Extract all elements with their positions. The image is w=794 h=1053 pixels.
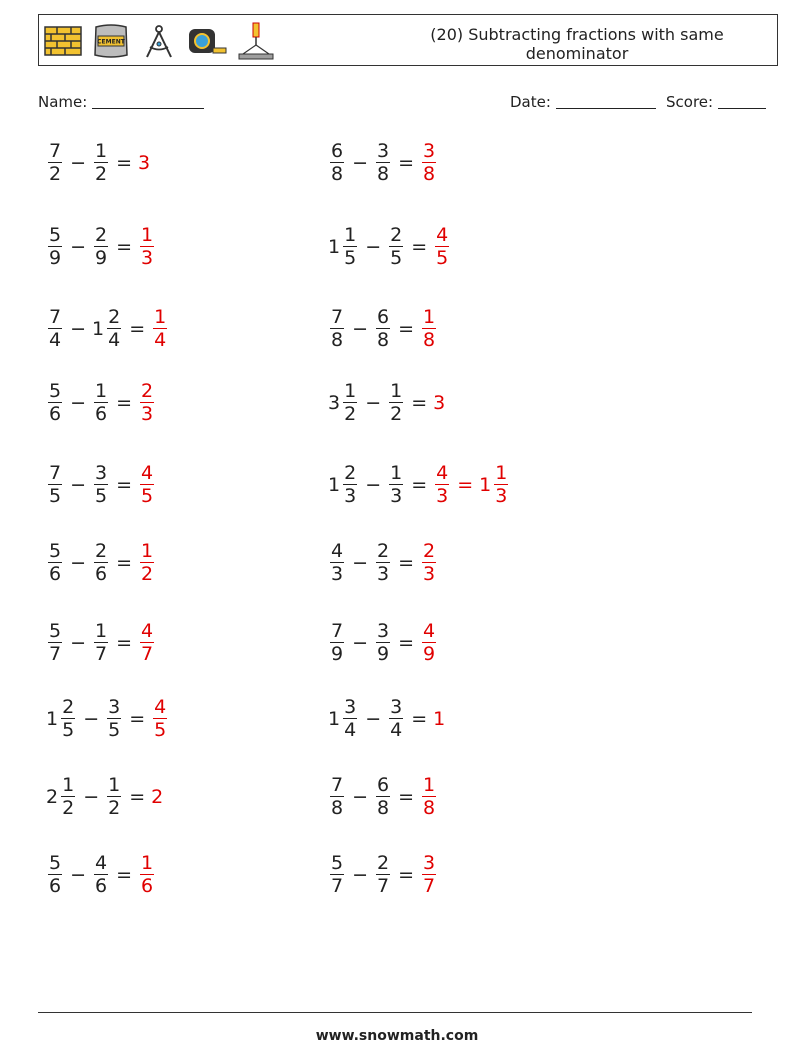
numerator: 1 — [154, 306, 167, 328]
denominator: 5 — [95, 485, 108, 507]
fraction — [376, 774, 390, 819]
fraction — [435, 224, 449, 269]
problem-9 — [46, 774, 164, 819]
brick-wall-icon — [43, 21, 83, 61]
numerator: 1 — [141, 540, 154, 562]
fraction — [107, 696, 121, 741]
numerator: 1 — [495, 462, 508, 484]
fraction — [422, 774, 436, 819]
problem-13 — [328, 306, 438, 351]
equals-sign: = — [116, 391, 133, 414]
denominator: 2 — [141, 563, 154, 585]
minus-sign: − — [83, 707, 100, 730]
numerator: 2 — [390, 224, 403, 246]
cement-bag-icon — [91, 21, 131, 61]
denominator: 6 — [49, 563, 62, 585]
fraction — [389, 380, 403, 425]
numerator: 2 — [108, 306, 121, 328]
denominator: 4 — [49, 329, 62, 351]
whole-number: 3 — [433, 391, 446, 414]
fraction — [376, 852, 390, 897]
answer — [151, 306, 169, 351]
numerator: 4 — [423, 620, 436, 642]
problem-19 — [328, 774, 438, 819]
denominator: 5 — [141, 485, 154, 507]
numerator: 7 — [49, 140, 62, 162]
denominator: 7 — [95, 643, 108, 665]
numerator: 1 — [390, 462, 403, 484]
numerator: 1 — [108, 774, 121, 796]
fraction — [140, 620, 154, 665]
minus-sign: − — [83, 785, 100, 808]
whole-number: 1 — [479, 473, 492, 496]
numerator: 5 — [49, 540, 62, 562]
denominator: 7 — [423, 875, 436, 897]
fraction — [94, 540, 108, 585]
numerator: 1 — [141, 224, 154, 246]
fraction — [48, 140, 62, 185]
fraction — [422, 140, 436, 185]
crane-hook-icon — [235, 21, 275, 61]
denominator: 4 — [154, 329, 167, 351]
numerator: 1 — [423, 774, 436, 796]
minus-sign: − — [70, 317, 87, 340]
answer — [151, 696, 169, 741]
fraction — [48, 852, 62, 897]
numerator: 3 — [423, 140, 436, 162]
numerator: 1 — [95, 620, 108, 642]
fraction — [48, 462, 62, 507]
answer — [420, 140, 438, 185]
problem-4 — [46, 380, 156, 425]
fraction — [140, 852, 154, 897]
answer — [433, 224, 451, 269]
fraction — [48, 540, 62, 585]
fraction — [48, 224, 62, 269]
fraction — [107, 306, 121, 351]
equals-sign: = — [116, 235, 133, 258]
fraction — [494, 462, 508, 507]
denominator: 5 — [108, 719, 121, 741]
numerator: 3 — [108, 696, 121, 718]
whole-number: 3 — [138, 151, 151, 174]
date-label: Date: — [510, 93, 551, 111]
fraction — [343, 380, 357, 425]
minus-sign: − — [352, 317, 369, 340]
worksheet-title: (20) Subtracting fractions with same denominator — [430, 25, 724, 63]
denominator: 2 — [390, 403, 403, 425]
problem-5 — [46, 462, 156, 507]
answer — [151, 786, 164, 808]
fraction — [107, 774, 121, 819]
equals-sign: = — [411, 235, 428, 258]
denominator: 5 — [390, 247, 403, 269]
fraction — [343, 696, 357, 741]
whole-number: 1 — [328, 707, 341, 730]
numerator: 3 — [95, 462, 108, 484]
equals-sign: = — [129, 785, 146, 808]
equals-sign: = — [116, 551, 133, 574]
fraction — [61, 696, 75, 741]
denominator: 8 — [331, 163, 344, 185]
denominator: 7 — [49, 643, 62, 665]
denominator: 9 — [423, 643, 436, 665]
whole-number: 1 — [46, 707, 59, 730]
equals-sign: = — [116, 631, 133, 654]
numerator: 5 — [49, 852, 62, 874]
numerator: 2 — [423, 540, 436, 562]
numerator: 4 — [331, 540, 344, 562]
denominator: 6 — [49, 875, 62, 897]
equals-sign: = — [116, 151, 133, 174]
minus-sign: − — [70, 235, 87, 258]
answer-equals-sign: = — [457, 473, 474, 496]
answer — [138, 852, 156, 897]
equals-sign: = — [411, 391, 428, 414]
numerator: 1 — [423, 306, 436, 328]
answer — [433, 708, 446, 730]
numerator: 2 — [95, 224, 108, 246]
denominator: 3 — [495, 485, 508, 507]
numerator: 7 — [49, 306, 62, 328]
numerator: 3 — [377, 620, 390, 642]
whole-number: 3 — [328, 391, 341, 414]
problem-18 — [328, 696, 446, 741]
numerator: 4 — [95, 852, 108, 874]
minus-sign: − — [365, 391, 382, 414]
denominator: 7 — [331, 875, 344, 897]
numerator: 6 — [377, 306, 390, 328]
denominator: 6 — [95, 403, 108, 425]
denominator: 9 — [95, 247, 108, 269]
numerator: 7 — [49, 462, 62, 484]
problem-7 — [46, 620, 156, 665]
denominator: 4 — [390, 719, 403, 741]
answer — [479, 462, 510, 507]
whole-number: 1 — [328, 235, 341, 258]
minus-sign: − — [352, 151, 369, 174]
denominator: 8 — [377, 797, 390, 819]
date-field[interactable] — [510, 93, 656, 111]
cement-bag-label: CEMENT — [97, 38, 125, 46]
denominator: 2 — [95, 163, 108, 185]
minus-sign: − — [70, 551, 87, 574]
denominator: 5 — [154, 719, 167, 741]
minus-sign: − — [352, 863, 369, 886]
numerator: 5 — [49, 380, 62, 402]
minus-sign: − — [70, 631, 87, 654]
problem-14 — [328, 380, 446, 425]
minus-sign: − — [70, 391, 87, 414]
denominator: 6 — [49, 403, 62, 425]
problem-15 — [328, 462, 510, 507]
denominator: 3 — [377, 563, 390, 585]
date-blank[interactable] — [556, 93, 656, 109]
numerator: 1 — [95, 140, 108, 162]
minus-sign: − — [352, 551, 369, 574]
answer — [420, 540, 438, 585]
fraction — [330, 620, 344, 665]
minus-sign: − — [365, 235, 382, 258]
numerator: 1 — [141, 852, 154, 874]
whole-number: 2 — [46, 785, 59, 808]
numerator: 5 — [331, 852, 344, 874]
denominator: 4 — [108, 329, 121, 351]
answer — [420, 852, 438, 897]
numerator: 3 — [390, 696, 403, 718]
denominator: 5 — [49, 485, 62, 507]
denominator: 3 — [423, 563, 436, 585]
whole-number: 1 — [433, 707, 446, 730]
denominator: 9 — [377, 643, 390, 665]
fraction — [94, 620, 108, 665]
fraction — [330, 140, 344, 185]
answer — [433, 462, 451, 507]
footer-site: www.snowmath.com — [315, 1028, 479, 1044]
denominator: 5 — [62, 719, 75, 741]
problem-11 — [328, 140, 438, 185]
fraction — [422, 540, 436, 585]
fraction — [435, 462, 449, 507]
denominator: 5 — [436, 247, 449, 269]
numerator: 3 — [344, 696, 357, 718]
denominator: 3 — [390, 485, 403, 507]
fraction — [140, 540, 154, 585]
denominator: 3 — [331, 563, 344, 585]
minus-sign: − — [70, 863, 87, 886]
denominator: 3 — [141, 403, 154, 425]
minus-sign: − — [365, 473, 382, 496]
numerator: 4 — [436, 462, 449, 484]
equals-sign: = — [411, 473, 428, 496]
numerator: 7 — [331, 774, 344, 796]
denominator: 8 — [331, 797, 344, 819]
denominator: 8 — [331, 329, 344, 351]
answer — [138, 462, 156, 507]
problem-3 — [46, 306, 169, 351]
numerator: 2 — [141, 380, 154, 402]
minus-sign: − — [352, 785, 369, 808]
numerator: 4 — [141, 462, 154, 484]
numerator: 1 — [62, 774, 75, 796]
equals-sign: = — [398, 317, 415, 340]
denominator: 2 — [49, 163, 62, 185]
denominator: 9 — [331, 643, 344, 665]
tape-measure-icon — [187, 21, 227, 61]
numerator: 5 — [49, 224, 62, 246]
problem-8 — [46, 696, 169, 741]
numerator: 2 — [377, 540, 390, 562]
answer — [138, 380, 156, 425]
name-label: Name: — [38, 93, 88, 111]
answer — [420, 620, 438, 665]
fraction — [94, 852, 108, 897]
numerator: 1 — [344, 380, 357, 402]
denominator: 3 — [344, 485, 357, 507]
fraction — [422, 306, 436, 351]
whole-number: 1 — [92, 317, 105, 340]
answer — [433, 392, 446, 414]
numerator: 2 — [344, 462, 357, 484]
denominator: 3 — [436, 485, 449, 507]
fraction — [140, 224, 154, 269]
problem-6 — [46, 540, 156, 585]
denominator: 9 — [49, 247, 62, 269]
fraction — [153, 306, 167, 351]
fraction — [343, 462, 357, 507]
numerator: 1 — [390, 380, 403, 402]
fraction — [389, 462, 403, 507]
problem-16 — [328, 540, 438, 585]
fraction — [94, 380, 108, 425]
answer — [138, 224, 156, 269]
denominator: 8 — [377, 329, 390, 351]
header-icons — [43, 21, 275, 61]
equals-sign: = — [398, 151, 415, 174]
problem-20 — [328, 852, 438, 897]
denominator: 2 — [344, 403, 357, 425]
denominator: 3 — [141, 247, 154, 269]
fraction — [330, 774, 344, 819]
fraction — [140, 462, 154, 507]
fraction — [48, 306, 62, 351]
problem-1 — [46, 140, 151, 185]
fraction — [94, 462, 108, 507]
equals-sign: = — [398, 785, 415, 808]
name-field[interactable] — [38, 93, 204, 111]
answer — [138, 152, 151, 174]
fraction — [48, 620, 62, 665]
problem-12 — [328, 224, 451, 269]
equals-sign: = — [398, 863, 415, 886]
fraction — [153, 696, 167, 741]
numerator: 2 — [377, 852, 390, 874]
denominator: 8 — [423, 163, 436, 185]
name-blank[interactable] — [92, 93, 204, 109]
problem-2 — [46, 224, 156, 269]
denominator: 2 — [62, 797, 75, 819]
fraction — [422, 852, 436, 897]
fraction — [389, 696, 403, 741]
problem-10 — [46, 852, 156, 897]
numerator: 2 — [95, 540, 108, 562]
fraction — [94, 140, 108, 185]
equals-sign: = — [398, 631, 415, 654]
fraction — [140, 380, 154, 425]
fraction — [94, 224, 108, 269]
minus-sign: − — [70, 473, 87, 496]
numerator: 4 — [154, 696, 167, 718]
numerator: 1 — [95, 380, 108, 402]
equals-sign: = — [129, 707, 146, 730]
denominator: 8 — [423, 797, 436, 819]
fraction — [48, 380, 62, 425]
fraction — [376, 540, 390, 585]
fraction — [330, 540, 344, 585]
answer — [138, 540, 156, 585]
fraction — [376, 620, 390, 665]
numerator: 3 — [377, 140, 390, 162]
whole-number: 1 — [328, 473, 341, 496]
worksheet-header — [38, 14, 778, 66]
numerator: 3 — [423, 852, 436, 874]
compass-icon — [139, 21, 179, 61]
numerator: 7 — [331, 620, 344, 642]
problem-17 — [328, 620, 438, 665]
denominator: 5 — [344, 247, 357, 269]
equals-sign: = — [411, 707, 428, 730]
numerator: 6 — [331, 140, 344, 162]
denominator: 2 — [108, 797, 121, 819]
footer-divider — [38, 1012, 752, 1013]
equals-sign: = — [129, 317, 146, 340]
denominator: 7 — [377, 875, 390, 897]
numerator: 4 — [436, 224, 449, 246]
numerator: 6 — [377, 774, 390, 796]
numerator: 1 — [344, 224, 357, 246]
denominator: 7 — [141, 643, 154, 665]
equals-sign: = — [116, 863, 133, 886]
numerator: 2 — [62, 696, 75, 718]
fraction — [330, 306, 344, 351]
fraction — [343, 224, 357, 269]
score-field[interactable] — [666, 93, 766, 111]
equals-sign: = — [398, 551, 415, 574]
fraction — [389, 224, 403, 269]
answer — [138, 620, 156, 665]
equals-sign: = — [116, 473, 133, 496]
minus-sign: − — [70, 151, 87, 174]
fraction — [330, 852, 344, 897]
denominator: 6 — [95, 563, 108, 585]
denominator: 4 — [344, 719, 357, 741]
fraction — [376, 306, 390, 351]
score-label: Score: — [666, 93, 714, 111]
answer — [420, 774, 438, 819]
score-blank[interactable] — [718, 93, 766, 109]
numerator: 5 — [49, 620, 62, 642]
fraction — [61, 774, 75, 819]
numerator: 4 — [141, 620, 154, 642]
minus-sign: − — [365, 707, 382, 730]
minus-sign: − — [352, 631, 369, 654]
numerator: 7 — [331, 306, 344, 328]
denominator: 6 — [95, 875, 108, 897]
denominator: 8 — [423, 329, 436, 351]
denominator: 6 — [141, 875, 154, 897]
fraction — [376, 140, 390, 185]
fraction — [422, 620, 436, 665]
denominator: 8 — [377, 163, 390, 185]
whole-number: 2 — [151, 785, 164, 808]
answer — [420, 306, 438, 351]
